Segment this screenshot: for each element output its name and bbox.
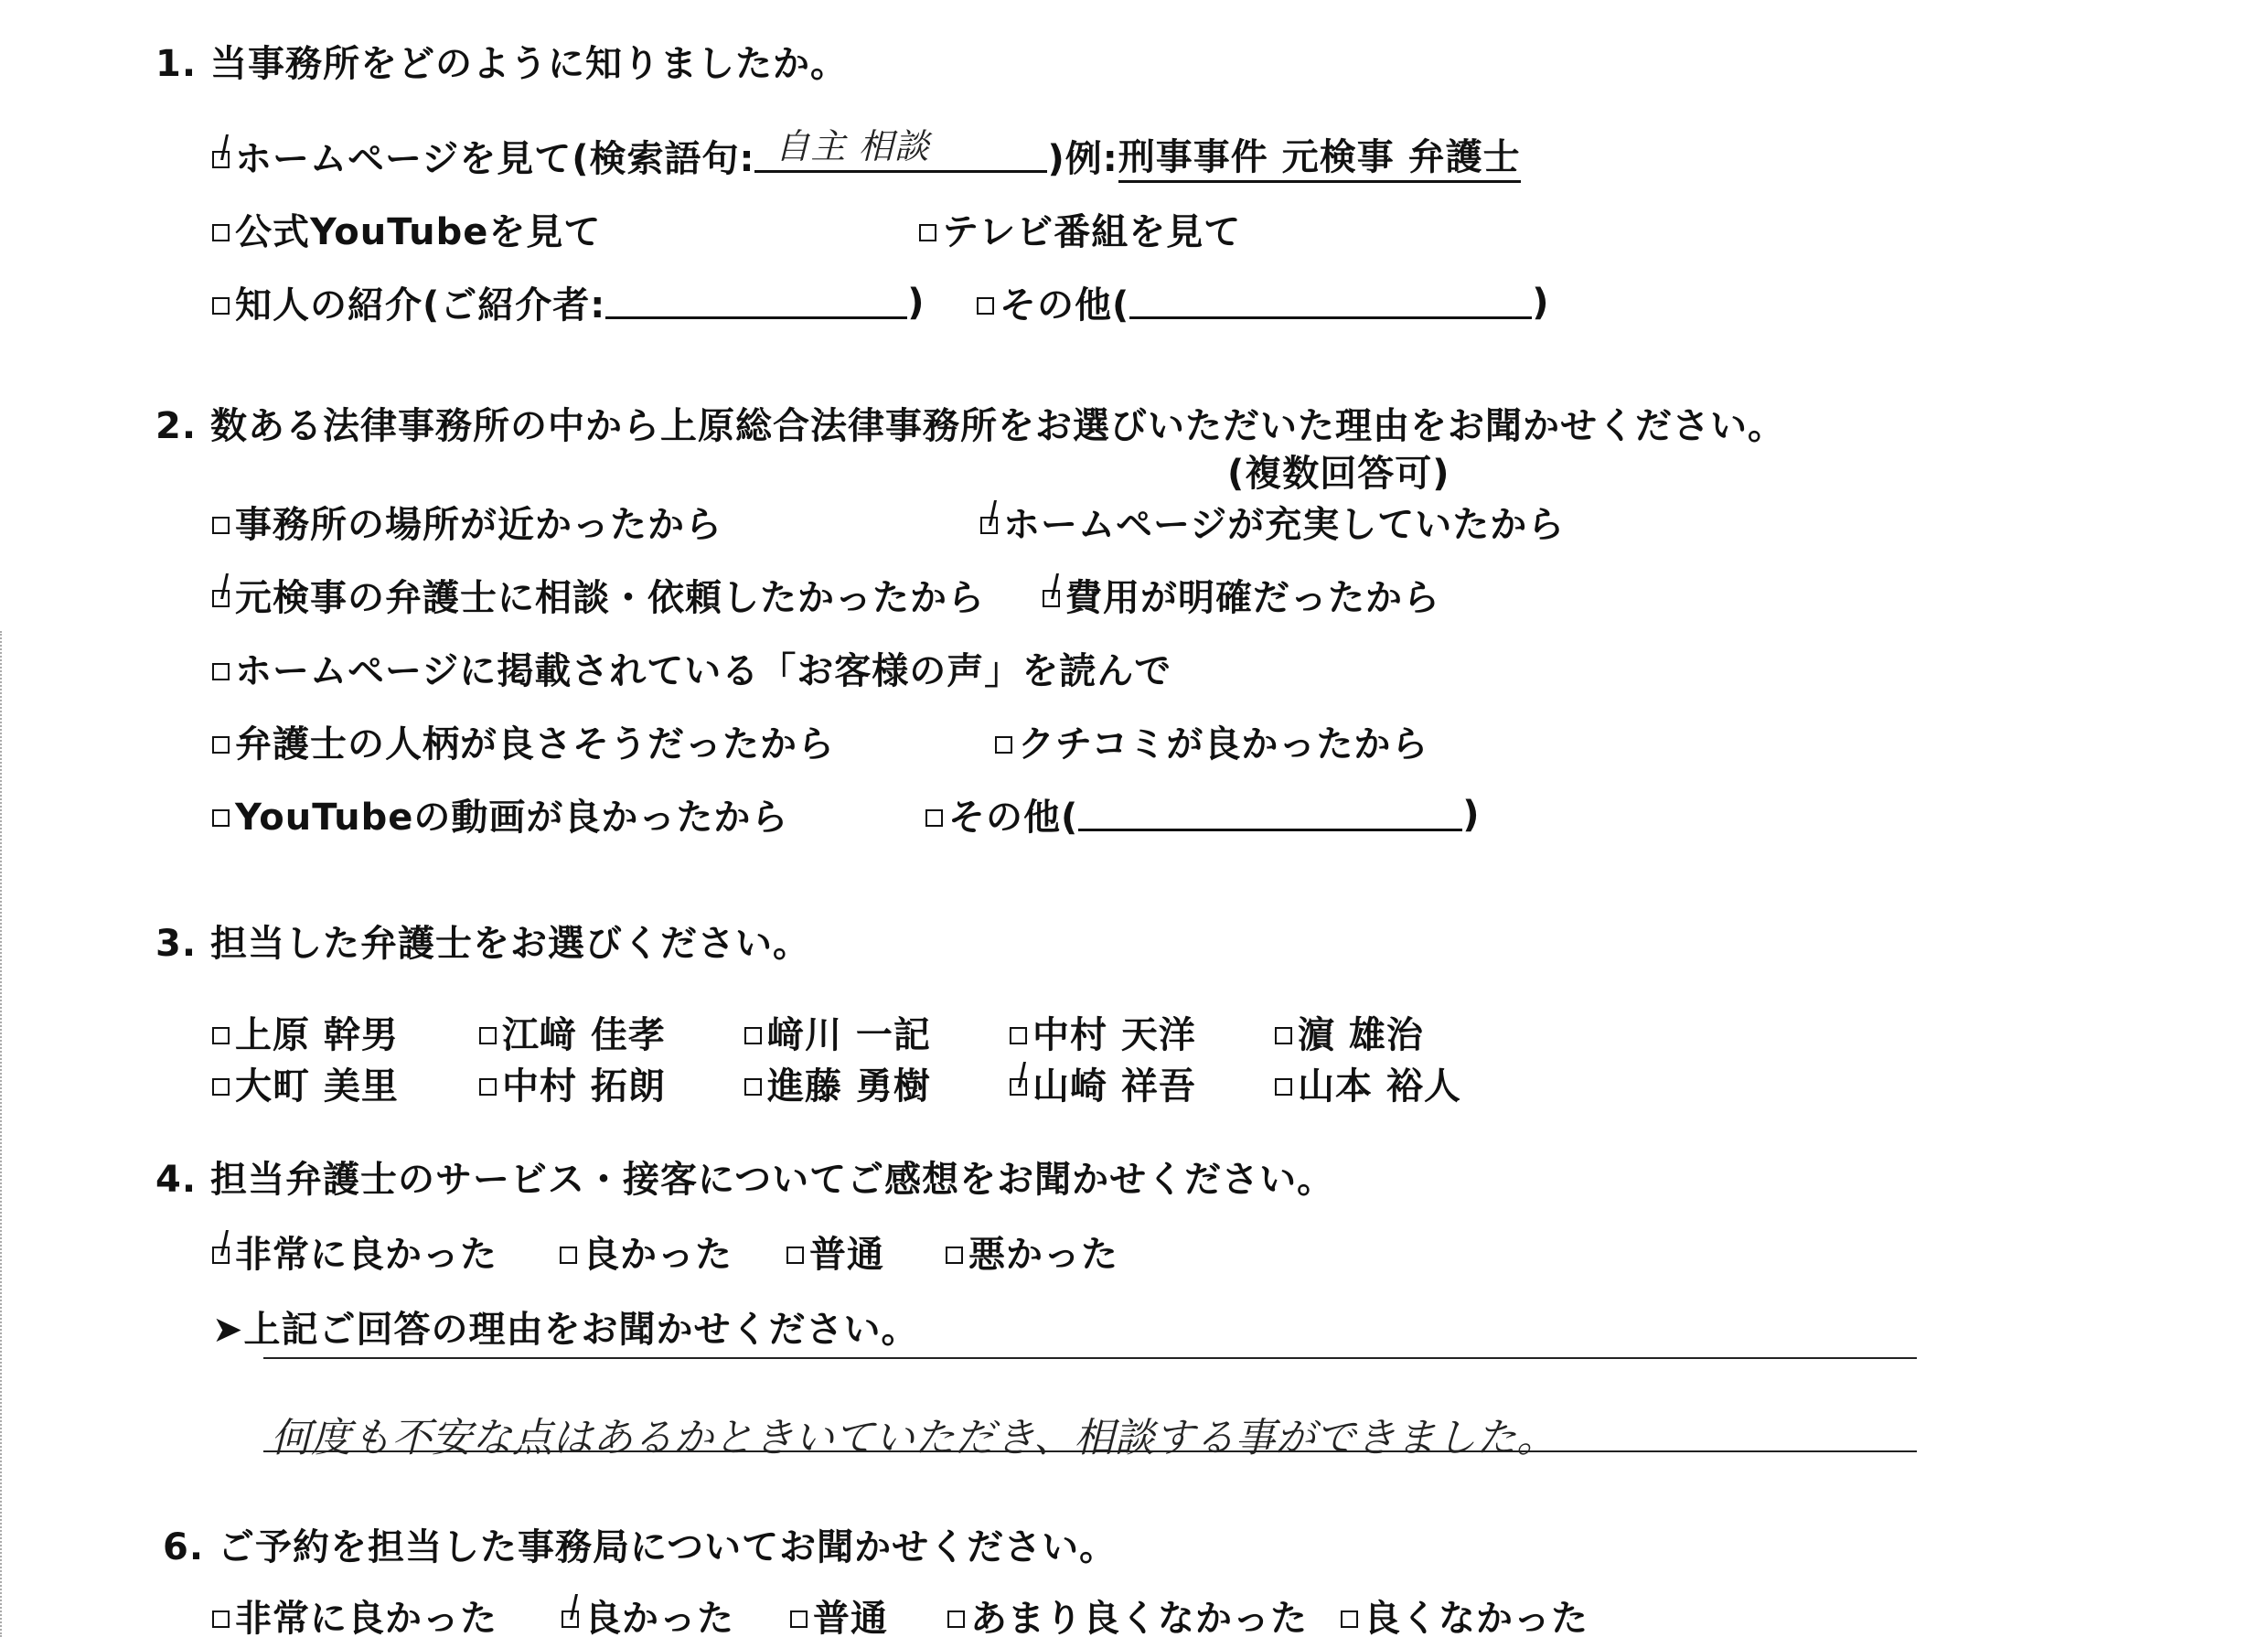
checkbox[interactable] (744, 1078, 762, 1096)
q2-option-location[interactable] (212, 496, 722, 548)
q1-referral-option[interactable] (212, 276, 925, 328)
checkbox[interactable] (212, 297, 230, 315)
checkbox[interactable] (977, 297, 994, 315)
q1-homepage-option[interactable] (212, 125, 1521, 183)
q1-referral-close: ) (907, 281, 925, 324)
q1-example-prefix: )例: (1047, 137, 1118, 180)
q1-example-text: 刑事事件 元検事 弁護士 (1118, 128, 1521, 183)
lawyer-name: 中村 拓朗 (502, 1065, 666, 1108)
checkbox[interactable] (786, 1247, 804, 1264)
checkbox-checked[interactable] (980, 517, 998, 534)
q2-option-label: 弁護士の人柄が良さそうだったから (235, 723, 835, 765)
checkbox-checked[interactable] (1010, 1078, 1027, 1096)
q2-option-homepage[interactable] (980, 496, 1565, 548)
q4-rating-option[interactable] (786, 1225, 884, 1278)
q6-rating-label: 非常に良かった (235, 1598, 497, 1640)
q1-search-terms-handwritten: 自主 相談 (775, 125, 930, 166)
q4-reason-prompt: ➤上記ご回答の理由をお聞かせください。 (212, 1309, 919, 1351)
lawyer-name: 江﨑 佳孝 (502, 1014, 666, 1056)
lawyer-option[interactable] (1010, 1006, 1196, 1058)
q4-rating-option[interactable] (946, 1225, 1118, 1278)
lawyer-option[interactable] (1275, 1006, 1424, 1058)
checkbox[interactable] (790, 1611, 808, 1628)
q4-rating-label: 悪かった (968, 1234, 1118, 1276)
checkbox[interactable] (1341, 1611, 1358, 1628)
checkbox[interactable] (212, 1611, 230, 1628)
q6-rating-option[interactable] (790, 1589, 888, 1642)
q4-rating-option[interactable] (560, 1225, 733, 1278)
q1-tv-label: テレビ番組を見て (942, 211, 1242, 253)
q6-rating-label: あまり良くなかった (970, 1598, 1308, 1640)
q1-other-close: ) (1532, 281, 1550, 324)
q1-search-terms-field[interactable] (754, 125, 1047, 173)
lawyer-option[interactable] (744, 1006, 931, 1058)
q2-other-field[interactable] (1078, 797, 1462, 831)
q2-option-ex-prosecutor[interactable] (212, 569, 985, 621)
q6-rating-option[interactable] (562, 1589, 734, 1642)
q2-multiple-answers-note: (複数回答可) (1227, 453, 1450, 495)
q6-rating-label: 良くなかった (1364, 1598, 1589, 1640)
checkbox[interactable] (212, 736, 230, 754)
lawyer-name: 大町 美里 (235, 1065, 399, 1108)
checkbox[interactable] (919, 224, 936, 241)
q1-other-label: その他( (1000, 284, 1130, 326)
q2-option-testimonials[interactable] (212, 642, 1171, 694)
checkbox[interactable] (947, 1611, 965, 1628)
q4-reason-handwritten[interactable]: 何度も不安な点はあるかときいていただき、相談する事ができました。 (271, 1415, 1557, 1461)
q2-option-label: 事務所の場所が近かったから (235, 504, 722, 546)
q2-option-fees[interactable] (1043, 569, 1440, 621)
checkbox-checked[interactable] (1043, 590, 1060, 607)
checkbox[interactable] (946, 1247, 963, 1264)
checkbox[interactable] (560, 1247, 577, 1264)
lawyer-name: 濵 雄治 (1298, 1014, 1424, 1056)
q2-option-other[interactable] (925, 788, 1481, 840)
lawyer-name: 上原 幹男 (235, 1014, 399, 1056)
answer-line (263, 1450, 1917, 1452)
checkbox[interactable] (212, 809, 230, 827)
q1-other-field[interactable] (1129, 285, 1532, 319)
q1-homepage-label: ホームページを見て(検索語句: (235, 137, 755, 180)
checkbox[interactable] (212, 224, 230, 241)
lawyer-option[interactable] (212, 1057, 399, 1109)
checkbox-checked[interactable] (562, 1611, 579, 1628)
q6-rating-option[interactable] (947, 1589, 1308, 1642)
q6-rating-label: 良かった (584, 1598, 734, 1640)
q1-referral-field[interactable] (605, 285, 907, 319)
q2-option-label: 元検事の弁護士に相談・依頼したかったから (235, 577, 985, 619)
q1-referral-label: 知人の紹介(ご紹介者: (235, 284, 606, 326)
q2-option-reviews[interactable] (995, 715, 1428, 767)
q2-title: 2. 数ある法律事務所の中から上原総合法律事務所をお選びいただいた理由をお聞かせください。 (155, 405, 1785, 447)
q4-rating-label: 非常に良かった (235, 1234, 497, 1276)
q4-title: 4. 担当弁護士のサービス・接客についてご感想をお聞かせください。 (155, 1159, 1335, 1201)
checkbox[interactable] (1275, 1027, 1292, 1044)
q2-option-label: 費用が明確だったから (1065, 577, 1440, 619)
checkbox[interactable] (1275, 1078, 1292, 1096)
q2-option-label: ホームページが充実していたから (1003, 504, 1566, 546)
lawyer-name: 山崎 祥吾 (1032, 1065, 1196, 1108)
lawyer-option[interactable] (1275, 1057, 1461, 1109)
answer-line (263, 1357, 1917, 1359)
checkbox[interactable] (479, 1027, 497, 1044)
lawyer-option[interactable] (479, 1057, 666, 1109)
q2-other-close: ) (1462, 793, 1481, 836)
q2-option-label: ホームページに掲載されている「お客様の声」を読んで (235, 650, 1172, 692)
q4-rating-label: 良かった (583, 1234, 733, 1276)
checkbox[interactable] (925, 809, 943, 827)
lawyer-name: 進藤 勇樹 (767, 1065, 931, 1108)
q1-tv-option[interactable] (919, 203, 1241, 255)
q2-other-label: その他( (948, 797, 1079, 839)
q1-title: 1. 当事務所をどのように知りましたか。 (155, 43, 848, 85)
q2-option-label: クチコミが良かったから (1018, 723, 1429, 765)
lawyer-option[interactable] (212, 1006, 399, 1058)
lawyer-name: 中村 天洋 (1032, 1014, 1196, 1056)
q6-rating-label: 普通 (813, 1598, 888, 1640)
q6-rating-option[interactable] (1341, 1589, 1589, 1642)
checkbox[interactable] (744, 1027, 762, 1044)
lawyer-option[interactable] (479, 1006, 666, 1058)
checkbox[interactable] (995, 736, 1012, 754)
q6-title: 6. ご予約を担当した事務局についてお聞かせください。 (163, 1526, 1118, 1568)
checkbox-checked[interactable] (212, 151, 230, 168)
checkbox-checked[interactable] (212, 590, 230, 607)
checkbox[interactable] (212, 517, 230, 534)
checkbox[interactable] (212, 1027, 230, 1044)
q1-other-option[interactable] (977, 276, 1550, 328)
q4-rating-option[interactable] (212, 1225, 497, 1278)
q2-option-personality[interactable] (212, 715, 835, 767)
lawyer-option[interactable] (1010, 1057, 1196, 1109)
q4-rating-label: 普通 (809, 1234, 884, 1276)
lawyer-name: 﨑川 一記 (767, 1014, 931, 1056)
q3-title: 3. 担当した弁護士をお選びください。 (155, 923, 810, 965)
q1-youtube-option[interactable] (212, 203, 601, 255)
scan-edge (0, 631, 5, 1637)
checkbox[interactable] (212, 1078, 230, 1096)
q1-youtube-label: 公式YouTubeを見て (235, 211, 602, 253)
q2-option-label: YouTubeの動画が良かったから (235, 797, 789, 839)
checkbox[interactable] (212, 663, 230, 680)
checkbox[interactable] (479, 1078, 497, 1096)
lawyer-option[interactable] (744, 1057, 931, 1109)
checkbox[interactable] (1010, 1027, 1027, 1044)
lawyer-name: 山本 裕人 (1298, 1065, 1461, 1108)
q6-rating-option[interactable] (212, 1589, 497, 1642)
q2-option-youtube[interactable] (212, 788, 788, 840)
checkbox-checked[interactable] (212, 1247, 230, 1264)
